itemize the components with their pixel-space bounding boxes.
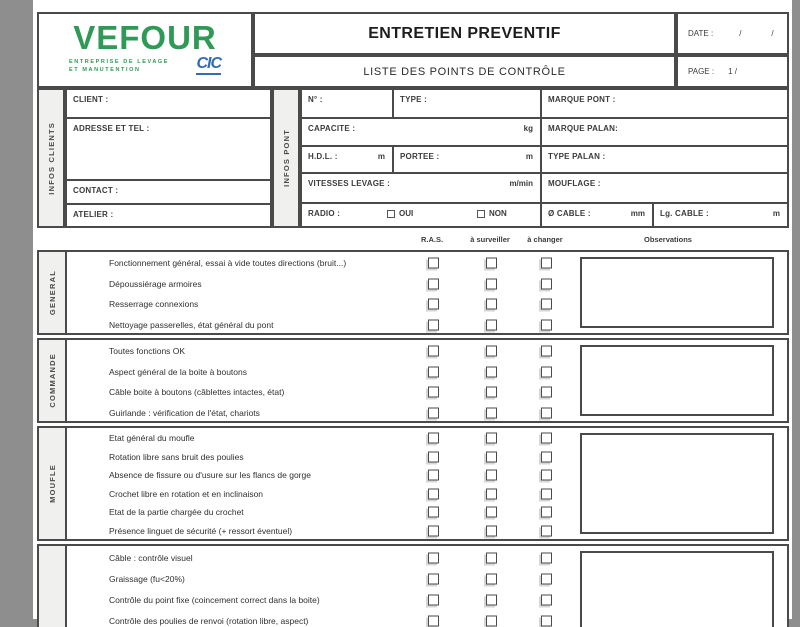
- checkbox-surveiller[interactable]: [486, 299, 497, 310]
- checkbox-surveiller[interactable]: [486, 552, 497, 563]
- date-slash: /: [739, 29, 742, 38]
- column-header-changer: à changer: [527, 235, 563, 244]
- checkbox-changer[interactable]: [541, 525, 552, 536]
- checkbox-surveiller[interactable]: [486, 488, 497, 499]
- portee-field[interactable]: [394, 147, 542, 174]
- checklist-item-label: Rotation libre sans bruit des poulies: [109, 451, 244, 462]
- type-palan-label: TYPE PALAN :: [548, 152, 606, 161]
- portee-label: PORTEE :: [400, 152, 440, 161]
- checkbox-surveiller[interactable]: [486, 366, 497, 377]
- section-cable: [37, 544, 789, 627]
- page-field[interactable]: [676, 55, 789, 88]
- infos-clients-grid: [65, 88, 272, 228]
- checkbox-changer[interactable]: [541, 366, 552, 377]
- marque-palan-field[interactable]: [542, 119, 787, 147]
- checkbox-ras[interactable]: [428, 552, 439, 563]
- vitesses-field[interactable]: [302, 174, 542, 204]
- checkbox-ras[interactable]: [428, 594, 439, 605]
- checkbox-ras[interactable]: [428, 488, 439, 499]
- checkbox-surveiller[interactable]: [486, 470, 497, 481]
- section-label-column: [39, 546, 67, 627]
- cable-longueur-unit: m: [772, 209, 780, 218]
- section-label-column: [39, 340, 67, 421]
- marque-pont-label: MARQUE PONT :: [548, 95, 616, 104]
- radio-field: [302, 204, 542, 226]
- checkbox-ras[interactable]: [428, 319, 439, 330]
- checkbox-surveiller[interactable]: [486, 573, 497, 584]
- checkbox-ras[interactable]: [428, 407, 439, 418]
- checkbox-ras[interactable]: [428, 387, 439, 398]
- radio-non-checkbox[interactable]: [477, 210, 485, 218]
- cable-longueur-field[interactable]: [654, 204, 787, 226]
- checkbox-changer[interactable]: [541, 387, 552, 398]
- checkbox-changer[interactable]: [541, 573, 552, 584]
- checklist-item-label: Toutes fonctions OK: [109, 346, 186, 357]
- checkbox-surveiller[interactable]: [486, 451, 497, 462]
- checkbox-ras[interactable]: [428, 366, 439, 377]
- radio-non-option[interactable]: [477, 209, 507, 218]
- checkbox-changer[interactable]: [541, 433, 552, 444]
- checkbox-surveiller[interactable]: [486, 407, 497, 418]
- type-field[interactable]: [394, 90, 542, 119]
- checkbox-surveiller[interactable]: [486, 319, 497, 330]
- checkbox-ras[interactable]: [428, 525, 439, 536]
- checkbox-changer[interactable]: [541, 594, 552, 605]
- infos-pont-column: [272, 88, 300, 228]
- scan-margin-right: [792, 0, 800, 627]
- section-commande: [37, 338, 789, 423]
- mouflage-label: MOUFLAGE :: [548, 179, 601, 188]
- checkbox-surveiller[interactable]: [486, 278, 497, 289]
- observations-box[interactable]: [580, 257, 774, 328]
- checkbox-ras[interactable]: [428, 507, 439, 518]
- checklist-item-label: Contrôle du point fixe (coincement correct dans la boite): [109, 594, 320, 605]
- adresse-label: ADRESSE ET TEL :: [73, 124, 150, 133]
- marque-palan-label: MARQUE PALAN:: [548, 124, 619, 133]
- section-label-column: [39, 428, 67, 539]
- atelier-label: ATELIER :: [73, 210, 114, 219]
- checkbox-surveiller[interactable]: [486, 507, 497, 518]
- checkbox-ras[interactable]: [428, 258, 439, 269]
- numero-field[interactable]: [302, 90, 394, 119]
- section-general: [37, 250, 789, 335]
- checklist-item-label: Guirlande : vérification de l'état, chariots: [109, 407, 260, 418]
- observations-box[interactable]: [580, 433, 774, 534]
- form-subtitle-cell: [253, 55, 676, 88]
- checkbox-changer[interactable]: [541, 258, 552, 269]
- form-title: ENTRETIEN PREVENTIF: [368, 24, 561, 42]
- section-moufle: [37, 426, 789, 541]
- section-general-label: GENERAL: [47, 269, 57, 316]
- checkbox-changer[interactable]: [541, 278, 552, 289]
- checkbox-surveiller[interactable]: [486, 433, 497, 444]
- checkbox-ras[interactable]: [428, 615, 439, 626]
- vefour-logo: VEFOUR: [73, 19, 217, 56]
- checklist-item-label: Graissage (fu<20%): [109, 573, 185, 584]
- checkbox-changer[interactable]: [541, 407, 552, 418]
- checkbox-surveiller[interactable]: [486, 525, 497, 536]
- checklist-item-label: Etat général du moufle: [109, 433, 195, 444]
- infos-pont-label: INFOS PONT: [281, 129, 291, 187]
- marque-pont-field[interactable]: [542, 90, 787, 119]
- checkbox-ras[interactable]: [428, 573, 439, 584]
- checkbox-changer[interactable]: [541, 319, 552, 330]
- contact-field[interactable]: [67, 181, 270, 205]
- observations-box[interactable]: [580, 551, 774, 627]
- checkbox-changer[interactable]: [541, 299, 552, 310]
- form-subtitle: LISTE DES POINTS DE CONTRÔLE: [363, 65, 566, 78]
- contact-label: CONTACT :: [73, 186, 119, 195]
- infos-pont-grid: [300, 88, 789, 228]
- section-commande-label: COMMANDE: [47, 353, 57, 408]
- type-palan-field[interactable]: [542, 147, 787, 174]
- radio-oui-label: OUI: [399, 209, 414, 218]
- capacite-label: CAPACITE :: [308, 124, 356, 133]
- checkbox-changer[interactable]: [541, 470, 552, 481]
- hdl-field[interactable]: [302, 147, 394, 174]
- logo-tagline: ENTREPRISE DE LEVAGE ET MANUTENTION: [69, 59, 170, 74]
- checkbox-ras[interactable]: [428, 451, 439, 462]
- radio-label: RADIO :: [308, 209, 341, 218]
- checklist-item-label: Câble : contrôle visuel: [109, 552, 193, 563]
- checklist-item-label: Fonctionnement général, essai à vide toutes directions (bruit...): [109, 258, 347, 269]
- checkbox-changer[interactable]: [541, 615, 552, 626]
- checkbox-changer[interactable]: [541, 488, 552, 499]
- checklist-item-label: Nettoyage passerelles, état général du pont: [109, 319, 274, 330]
- checkbox-changer[interactable]: [541, 552, 552, 563]
- checkbox-ras[interactable]: [428, 346, 439, 357]
- date-label: DATE :: [688, 29, 714, 38]
- date-slash: /: [771, 29, 774, 38]
- checklist-item-label: Contrôle des poulies de renvoi (rotation libre, aspect): [109, 615, 309, 626]
- mouflage-field[interactable]: [542, 174, 787, 204]
- checkbox-ras[interactable]: [428, 299, 439, 310]
- checkbox-surveiller[interactable]: [486, 387, 497, 398]
- page-value: 1 /: [728, 67, 737, 76]
- checkbox-surveiller[interactable]: [486, 615, 497, 626]
- hdl-unit: m: [377, 152, 385, 161]
- checklist-item-label: Absence de fissure ou d'usure sur les flancs de gorge: [109, 470, 311, 481]
- date-field[interactable]: [676, 12, 789, 55]
- vitesses-unit: m/min: [509, 179, 533, 188]
- radio-oui-option[interactable]: [387, 209, 413, 218]
- checkbox-changer[interactable]: [541, 451, 552, 462]
- cable-diametre-label: Ø CABLE :: [548, 209, 591, 218]
- type-label: TYPE :: [400, 95, 427, 104]
- adresse-field[interactable]: [67, 119, 270, 181]
- column-header-surveiller: à surveiller: [470, 235, 510, 244]
- checklist-item-label: Etat de la partie chargée du crochet: [109, 507, 244, 518]
- column-header-observations: Observations: [644, 235, 692, 244]
- checkbox-surveiller[interactable]: [486, 258, 497, 269]
- checkbox-changer[interactable]: [541, 346, 552, 357]
- scan-margin-left: [0, 0, 33, 627]
- checklist-item-label: Câble boite à boutons (câblettes intactes, état): [109, 387, 285, 398]
- client-label: CLIENT :: [73, 95, 109, 104]
- section-moufle-label: MOUFLE: [47, 464, 57, 503]
- checklist-item-label: Resserrage connexions: [109, 299, 199, 310]
- checkbox-ras[interactable]: [428, 433, 439, 444]
- observations-box[interactable]: [580, 345, 774, 416]
- cable-diametre-unit: mm: [630, 209, 645, 218]
- column-header-ras: R.A.S.: [420, 235, 444, 244]
- cic-logo: CIC: [196, 56, 221, 75]
- checkbox-changer[interactable]: [541, 507, 552, 518]
- section-label-column: [39, 252, 67, 333]
- capacite-unit: kg: [523, 124, 533, 133]
- client-field[interactable]: [67, 90, 270, 119]
- page-label: PAGE :: [688, 67, 715, 76]
- checklist-item-label: Crochet libre en rotation et en inclinaison: [109, 488, 264, 499]
- infos-clients-label: INFOS CLIENTS: [46, 121, 56, 195]
- radio-oui-checkbox[interactable]: [387, 210, 395, 218]
- logo-cell: [37, 12, 253, 88]
- cable-longueur-label: Lg. CABLE :: [660, 209, 709, 218]
- numero-label: N° :: [308, 95, 323, 104]
- checklist-item-label: Dépoussiérage armoires: [109, 278, 202, 289]
- vitesses-label: VITESSES LEVAGE :: [308, 179, 390, 188]
- checkbox-ras[interactable]: [428, 470, 439, 481]
- checkbox-ras[interactable]: [428, 278, 439, 289]
- form-title-cell: [253, 12, 676, 55]
- checklist-item-label: Aspect général de la boite à boutons: [109, 366, 247, 377]
- portee-unit: m: [525, 152, 533, 161]
- checkbox-surveiller[interactable]: [486, 594, 497, 605]
- capacite-field[interactable]: [302, 119, 542, 147]
- checklist-item-label: Présence linguet de sécurité (+ ressort éventuel): [109, 525, 293, 536]
- atelier-field[interactable]: [67, 205, 270, 226]
- checkbox-surveiller[interactable]: [486, 346, 497, 357]
- radio-non-label: NON: [489, 209, 507, 218]
- cable-diametre-field[interactable]: [542, 204, 654, 226]
- hdl-label: H.D.L. :: [308, 152, 338, 161]
- infos-clients-column: [37, 88, 65, 228]
